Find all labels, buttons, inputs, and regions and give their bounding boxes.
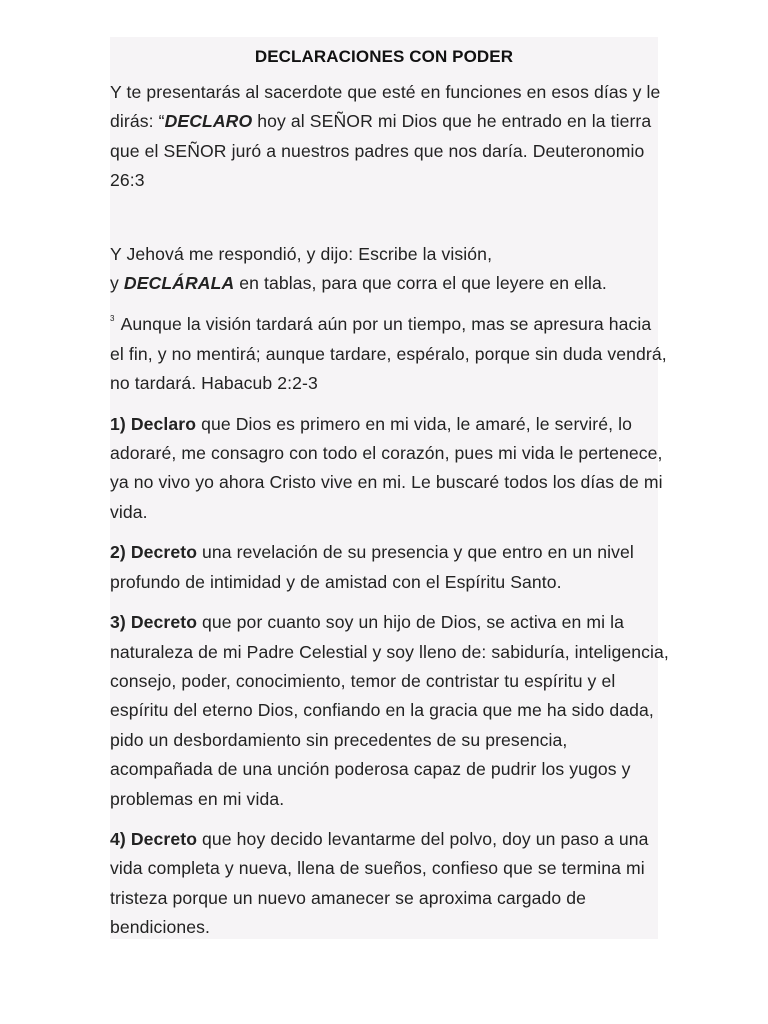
emphasis-declaro: DECLARO	[164, 111, 253, 132]
emphasis-declarala: DECLÁRALA	[123, 273, 235, 294]
document-title: DECLARACIONES CON PODER	[254, 47, 514, 66]
paragraph-habacuc-1	[110, 240, 670, 299]
document-body	[110, 37, 670, 943]
declaration-4	[110, 825, 670, 943]
declaration-text: que por cuanto soy un hijo de Dios, se activa en mi la naturaleza de mi Padre Celestial y soy lleno de: sabiduría, inteligencia, consejo, poder, conocimiento, temor de contristar tu espíritu y el espíritu del eterno Dios, confiando en la gracia que me ha sido dada, pido un desbordamiento sin precedentes de su presencia, acompañada de una unción poderosa capaz de pudrir los yugos y problemas en mi vida.	[110, 612, 669, 809]
declaration-1	[110, 410, 670, 528]
verse-number: 3	[110, 314, 115, 324]
declaration-2	[110, 538, 670, 597]
paragraph-line: Y Jehová me respondió, y dijo: Escribe la visión,	[110, 243, 493, 264]
declaration-text: que hoy decido levantarme del polvo, doy un paso a una vida completa y nueva, llena de sueños, confieso que se termina mi tristeza porque un nuevo amanecer se aproxima cargado de bendiciones.	[110, 828, 649, 938]
paragraph-text: hoy al SEÑOR mi Dios que he entrado en la tierra que el SEÑOR juró a nuestros padres que nos daría. Deuteronomio 26:3	[110, 111, 652, 191]
paragraph-text: Aunque la visión tardará aún por un tiempo, mas se apresura hacia el fin, y no mentirá; aunque tardare, espéralo, porque sin duda vendrá, no tardará. Habacub 2:2-3	[110, 314, 667, 394]
paragraph-text: y	[110, 273, 124, 294]
declaration-text: una revelación de su presencia y que entro en un nivel profundo de intimidad y de amistad con el Espíritu Santo.	[110, 542, 634, 592]
declaration-3	[110, 608, 670, 814]
declaration-lead: 3) Decreto	[110, 612, 198, 633]
paragraph-deuteronomio	[110, 78, 670, 196]
declaration-lead: 4) Decreto	[110, 828, 198, 849]
declaration-lead: 1) Declaro	[110, 413, 197, 434]
declaration-lead: 2) Decreto	[110, 542, 198, 563]
declaration-text: que Dios es primero en mi vida, le amaré, le serviré, lo adoraré, me consagro con todo el corazón, pues mi vida le pertenece, ya no vivo yo ahora Cristo vive en mi. Le buscaré todos los días de mi vida.	[110, 413, 663, 522]
paragraph-text: Y te presentarás al sacerdote que esté en funciones en esos días y le dirás: “	[110, 82, 661, 132]
blank-line	[110, 196, 670, 225]
paragraph-habacuc-2	[110, 310, 670, 398]
paragraph-text: en tablas, para que corra el que leyere en ella.	[234, 273, 607, 294]
